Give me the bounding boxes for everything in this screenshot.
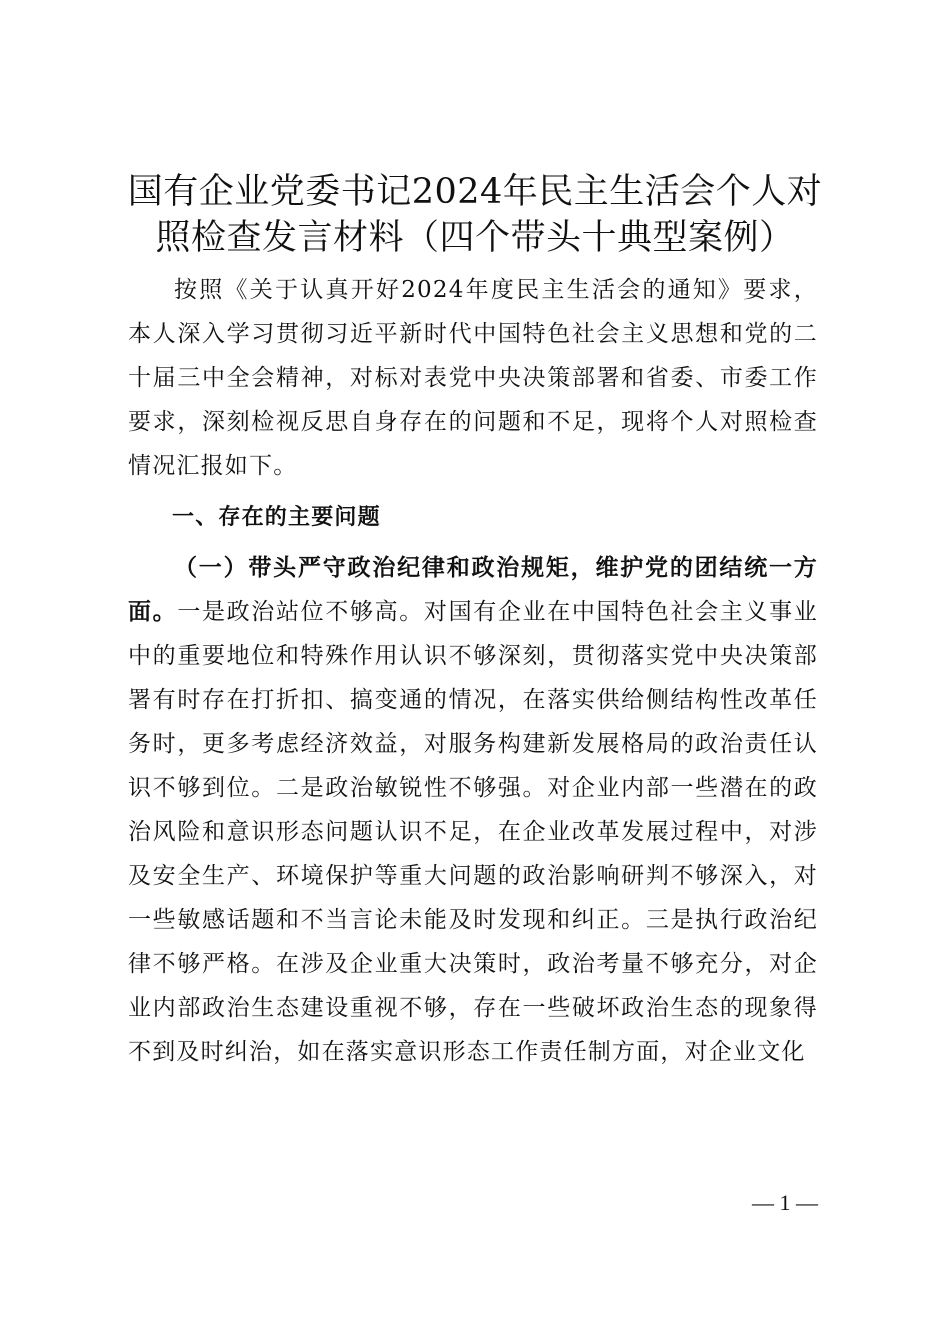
subsection-paragraph [128,546,818,1074]
subsection-body: 一是政治站位不够高。对国有企业在中国特色社会主义事业中的重要地位和特殊作用认识不够深刻，贯彻落实党中央决策部署有时存在打折扣、搞变通的情况，在落实供给侧结构性改革任务时，更多考虑经济效益，对服务构建新发展格局的政治责任认识不够到位。二是政治敏锐性不够强。对企业内部一些潜在的政治风险和意识形态问题认识不足，在企业改革发展过程中，对涉及安全生产、环境保护等重大问题的政治影响研判不够深入，对一些敏感话题和不当言论未能及时发现和纠正。三是执行政治纪律不够严格。在涉及企业重大决策时，政治考量不够充分，对企业内部政治生态建设重视不够，存在一些破坏政治生态的现象得不到及时纠治，如在落实意识形态工作责任制方面，对企业文化 [128,599,819,1065]
section-heading: 一、存在的主要问题 [172,505,381,530]
page-number: — 1 — [752,1190,818,1215]
document-title-line-1: 国有企业党委书记2024年民主生活会个人对 [127,172,823,212]
document-body [128,268,818,1074]
subsection-heading: （一）带头严守政治纪律和政治规矩，维护党的团结统一方面。 [128,554,818,625]
document-title-line-2: 照检查发言材料（四个带头十典型案例） [155,218,795,258]
intro-paragraph: 按照《关于认真开好2024年度民主生活会的通知》要求，本人深入学习贯彻习近平新时代中国特色社会主义思想和党的二十届三中全会精神，对标对表党中央决策部署和省委、市委工作要求，深刻检视反思自身存在的问题和不足，现将个人对照检查情况汇报如下。 [128,277,818,479]
